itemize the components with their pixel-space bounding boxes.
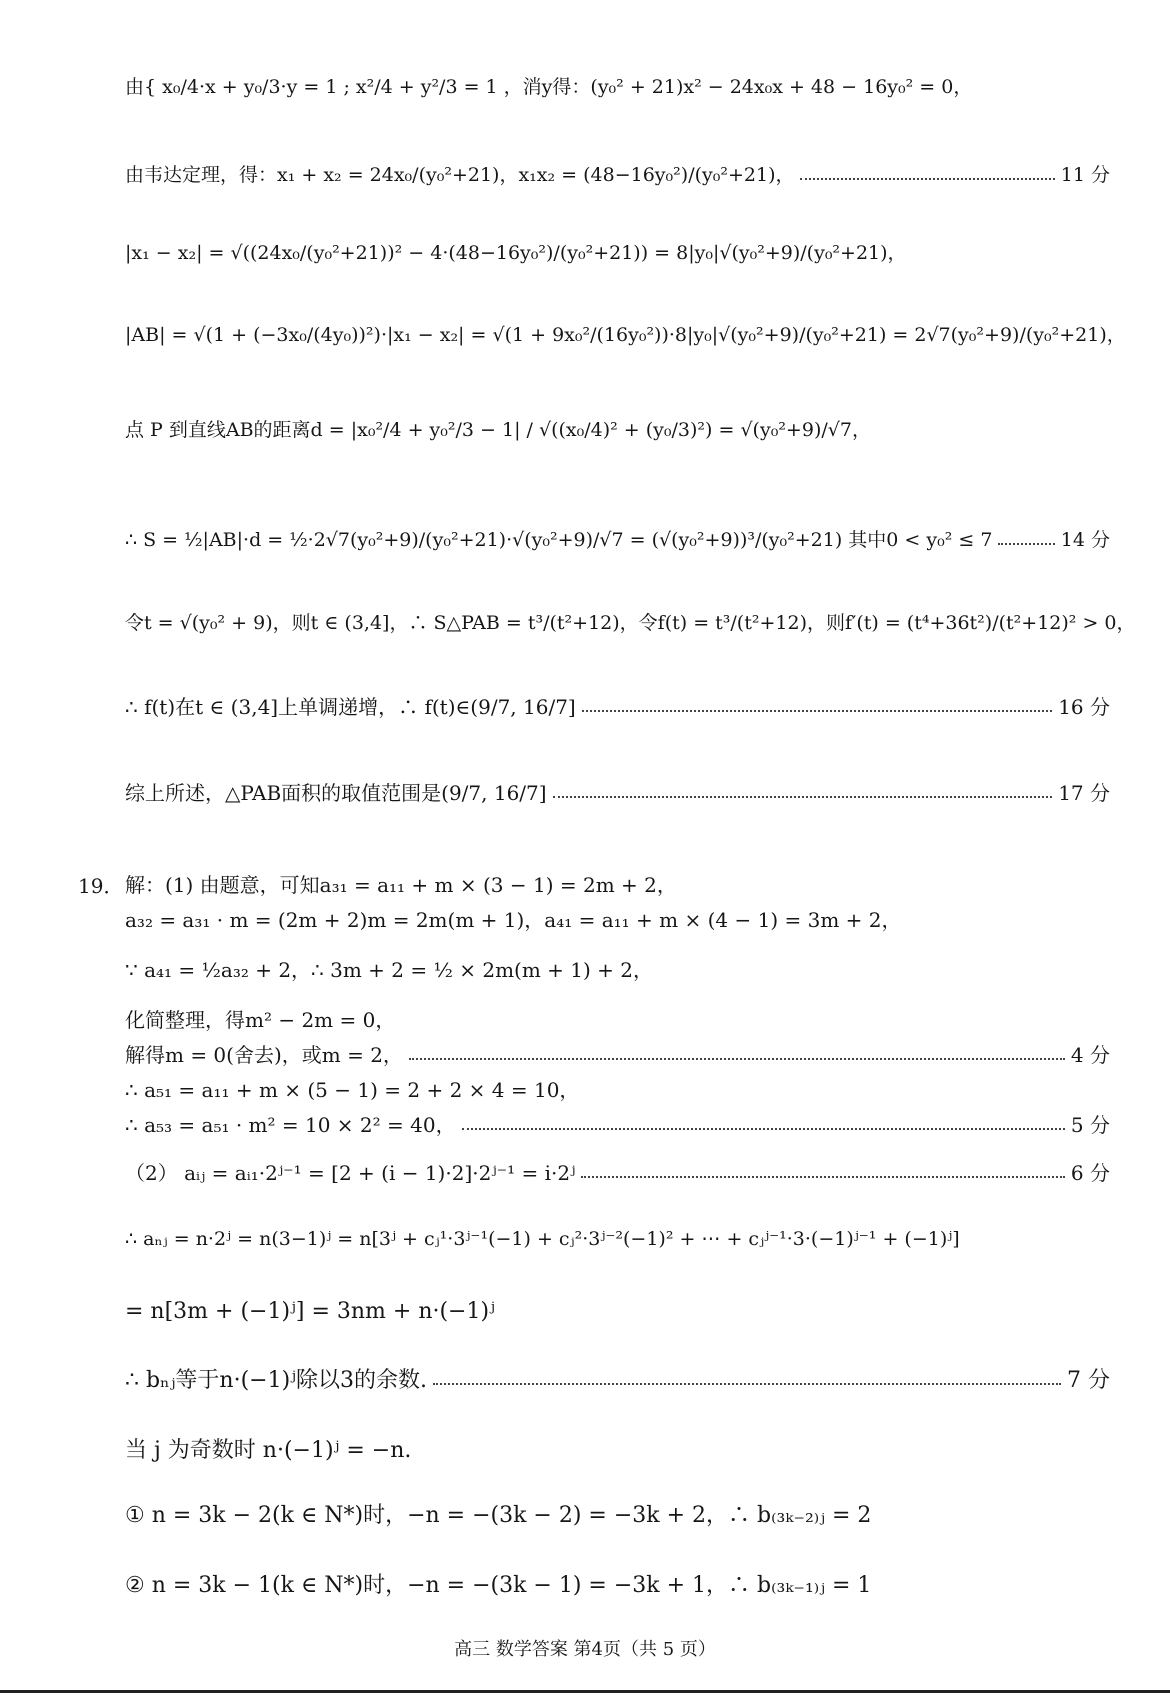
leader-dots: [800, 178, 1054, 180]
line-q19-13: ① n = 3k − 2(k ∈ N*)时，−n = −(3k − 2) = −3k + 2，∴ b₍₃ₖ₋₂₎ⱼ = 2: [125, 1502, 872, 1528]
bottom-rule: [0, 1690, 1170, 1693]
line-distance: 点 P 到直线AB的距离d = |x₀²/4 + y₀²/3 − 1| / √((x₀/4)² + (y₀/3)²) = √(y₀²+9)/√7，: [125, 418, 871, 441]
line-x-diff: |x₁ − x₂| = √((24x₀/(y₀²+21))² − 4·(48−16y₀²)/(y₀²+21)) = 8|y₀|√(y₀²+9)/(y₀²+21)，: [125, 241, 907, 264]
line-q19-1: 解：(1) 由题意，可知a₃₁ = a₁₁ + m × (3 − 1) = 2m + 2，: [125, 872, 677, 897]
line-q19-4: 化简整理，得m² − 2m = 0，: [125, 1007, 396, 1032]
line-area-s: ∴ S = ½|AB|·d = ½·2√7(y₀²+9)/(y₀²+21)·√(y₀²+9)/√7 = (√(y₀²+9))³/(y₀²+21) 其中0 < y₀² ≤ 7 14 分: [125, 515, 1110, 561]
line-conclusion: 综上所述，△PAB面积的取值范围是(9/7, 16/7] 17 分: [125, 768, 1110, 814]
line-q19-14: ② n = 3k − 1(k ∈ N*)时，−n = −(3k − 1) = −3k + 1，∴ b₍₃ₖ₋₁₎ⱼ = 1: [125, 1572, 872, 1598]
leader-dots: [553, 796, 1053, 798]
line-system-eq: 由{ x₀/4·x + y₀/3·y = 1 ; x²/4 + y²/3 = 1 ，消y得：(y₀² + 21)x² − 24x₀x + 48 − 16y₀² = 0，: [125, 75, 973, 98]
line-q19-10: = n[3m + (−1)ʲ] = 3nm + n·(−1)ʲ: [125, 1298, 495, 1324]
leader-dots: [581, 1176, 1064, 1178]
line-q19-3: ∵ a₄₁ = ½a₃₂ + 2，∴ 3m + 2 = ½ × 2m(m + 1) + 2，: [125, 957, 654, 982]
line-q19-12: 当 j 为奇数时 n·(−1)ʲ = −n.: [125, 1437, 412, 1463]
score-label: 7 分: [1067, 1367, 1110, 1393]
leader-dots: [582, 710, 1052, 712]
line-let-t: 令t = √(y₀² + 9)，则t ∈ (3,4]，∴ S△PAB = t³/(t²+12)，令f(t) = t³/(t²+12)，则f′(t) = (t⁴+36t²)/(t²+12)² > 0，: [125, 611, 1136, 634]
score-label: 6 分: [1070, 1160, 1110, 1185]
question-number: 19．: [78, 874, 124, 898]
line-q19-6: ∴ a₅₁ = a₁₁ + m × (5 − 1) = 2 + 2 × 4 = 10，: [125, 1077, 580, 1102]
leader-dots: [433, 1383, 1061, 1385]
line-q19-9: ∴ aₙⱼ = n·2ʲ = n(3−1)ʲ = n[3ʲ + cⱼ¹·3ʲ⁻¹(−1) + cⱼ²·3ʲ⁻²(−1)² + ⋯ + cⱼʲ⁻¹·3·(−1)ʲ⁻¹ + (−1)ʲ]: [125, 1228, 960, 1250]
score-label: 4 分: [1070, 1042, 1110, 1067]
page-footer: 高三 数学答案 第4页（共 5 页）: [454, 1639, 716, 1660]
line-vieta: 由韦达定理，得：x₁ + x₂ = 24x₀/(y₀²+21)，x₁x₂ = (48−16y₀²)/(y₀²+21)， 11 分: [125, 150, 1110, 196]
line-monotone: ∴ f(t)在t ∈ (3,4]上单调递增，∴ f(t)∈(9/7, 16/7] 16 分: [125, 682, 1110, 728]
line-q19-8: （2） aᵢⱼ = aᵢ₁·2ʲ⁻¹ = [2 + (i − 1)·2]·2ʲ⁻¹ = i·2ʲ 6 分: [125, 1148, 1110, 1194]
line-ab-length: |AB| = √(1 + (−3x₀/(4y₀))²)·|x₁ − x₂| = √(1 + 9x₀²/(16y₀²))·8|y₀|√(y₀²+9)/(y₀²+21) = 2√7(y₀²+9)/(y₀²+21)，: [125, 323, 1126, 346]
score-label: 17 分: [1058, 780, 1110, 805]
line-q19-7: ∴ a₅₃ = a₅₁ · m² = 10 × 2² = 40， 5 分: [125, 1100, 1110, 1146]
score-label: 16 分: [1058, 694, 1110, 719]
line-q19-5: 解得m = 0(舍去)，或m = 2， 4 分: [125, 1030, 1110, 1076]
leader-dots: [462, 1128, 1065, 1130]
score-label: 14 分: [1060, 528, 1110, 551]
score-label: 5 分: [1070, 1112, 1110, 1137]
line-q19-2: a₃₂ = a₃₁ · m = (2m + 2)m = 2m(m + 1)，a₄₁ = a₁₁ + m × (4 − 1) = 3m + 2，: [125, 907, 902, 932]
score-label: 11 分: [1060, 163, 1110, 186]
leader-dots: [998, 543, 1054, 545]
line-q19-11: ∴ bₙⱼ等于n·(−1)ʲ除以3的余数. 7 分: [125, 1355, 1110, 1401]
leader-dots: [409, 1058, 1065, 1060]
